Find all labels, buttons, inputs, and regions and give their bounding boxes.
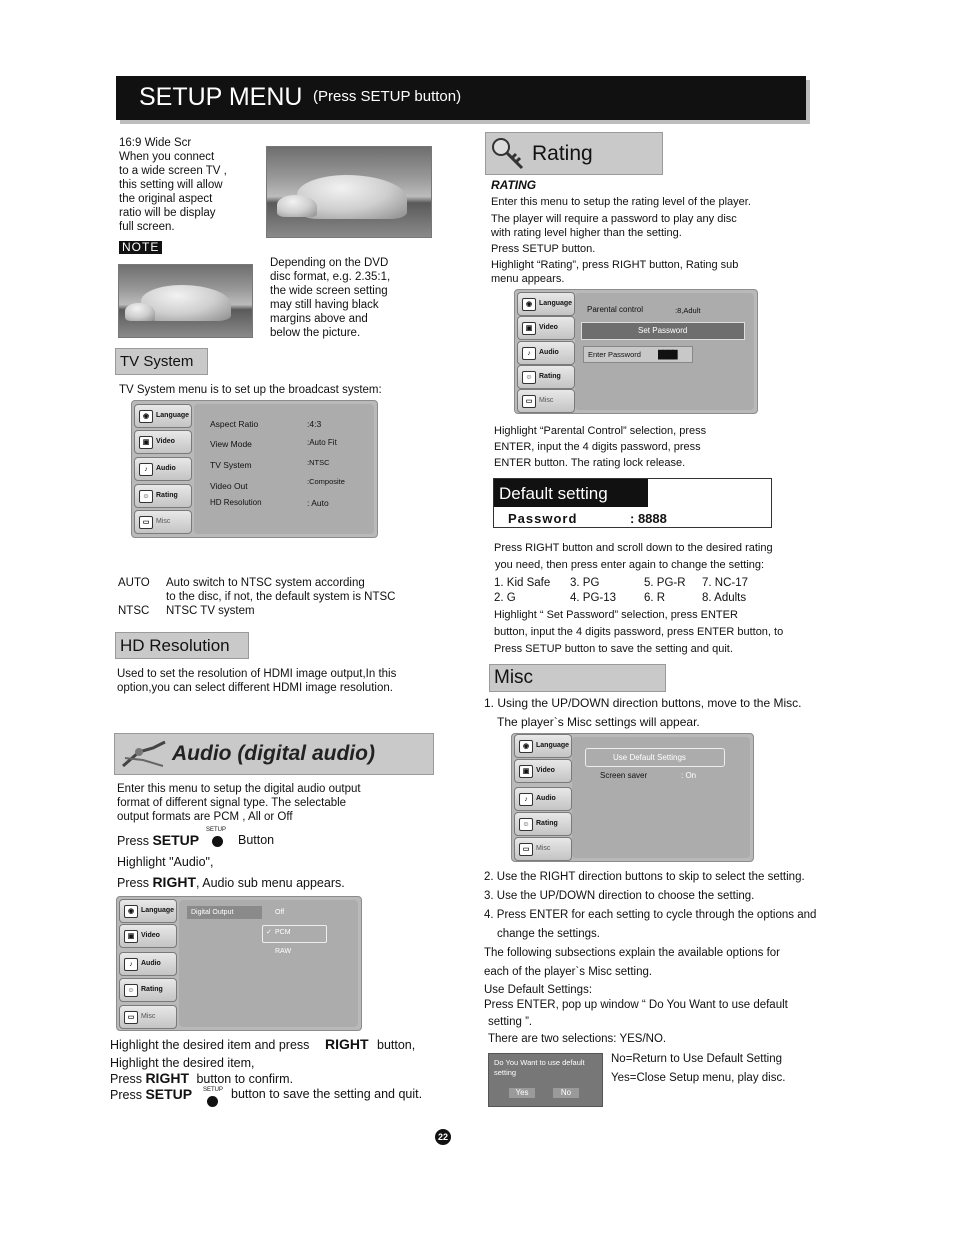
default-setting-after: Highlight “ Set Password” selection, press ENTER button, input the 4 digits password, press ENTER button, to Press SETUP button to save the setting and quit. [494,609,784,655]
rating-menu-screenshot [514,289,758,414]
menu-tab-language: ◉ Language [134,404,192,428]
note-label: NOTE [119,241,162,254]
tv-system-heading: TV System [115,348,208,375]
menu-tab-audio: ♪ Audio [119,952,177,976]
setup-button-icon [207,1096,218,1107]
video-icon: ▣ [519,765,533,778]
audio-cable-icon [119,738,169,770]
audio-menu-screenshot [116,896,362,1031]
set-password-row: Set Password [581,322,745,340]
rating-icon: ☺ [139,490,153,503]
audio-press-setup-line: Press SETUP [117,832,200,848]
rating-subtitle: RATING [491,178,537,192]
misc-default-explain: Press ENTER, pop up window “ Do You Want to use default setting ”. There are two selections: YES/NO. [484,999,788,1045]
audio-icon: ♪ [124,958,138,971]
misc-icon: ▭ [124,1011,138,1024]
tv-option-ntsc-desc: NTSC TV system [166,605,255,617]
rating-text: Enter this menu to setup the rating level of the player. The player will require a password to play any disc with rating level higher than the setting. Press SETUP button. Highlight “Rating”, press RIGHT button, Rating sub menu appears. [491,196,751,285]
menu-row-value: : Auto [307,498,329,508]
hd-resolution-text: Used to set the resolution of HDMI image output,In this option,you can select different HDMI image resolution. [117,668,397,694]
tv-option-auto-desc: Auto switch to NTSC system according to the disc, if not, the default system is NTSC [166,577,396,603]
menu-row-value: :Composite [307,477,345,486]
setup-key-caption: SETUP [203,1087,224,1093]
audio-bottom-line4-end: button to save the setting and quit. [231,1087,423,1101]
audio-highlight-line: Highlight "Audio", [117,855,214,869]
screen-saver-value: : On [681,771,697,780]
audio-heading: Audio (digital audio) [114,733,434,775]
page-subtitle: (Press SETUP button) [313,88,462,105]
audio-bottom-line1-end: button, [377,1038,416,1052]
rating-after-text: Highlight “Parental Control” selection, press ENTER, input the 4 digits password, press ENTER button. The rating lock release. [494,425,707,469]
menu-tab-language: ◉ Language [517,292,575,316]
menu-tab-language: ◉ Language [119,899,177,923]
misc-icon: ▭ [522,395,536,408]
setup-key-caption: SETUP [206,827,227,833]
menu-tab-audio: ♪ Audio [514,787,572,811]
dialog-no-button: No [553,1088,579,1098]
enter-password-field: Enter Password ████ [583,346,693,363]
menu-row-value: :Auto Fit [307,438,337,447]
misc-icon: ▭ [139,516,153,529]
rating-icon: ☺ [522,371,536,384]
menu-tab-video: ▣ Video [119,924,177,948]
language-icon: ◉ [139,410,153,423]
tv-option-ntsc-key: NTSC [118,605,150,617]
dialog-notes: No=Return to Use Default Setting Yes=Close Setup menu, play disc. [611,1053,786,1084]
menu-tab-video: ▣ Video [517,316,575,340]
menu-tab-audio: ♪ Audio [134,457,192,481]
misc-step1: 1. Using the UP/DOWN direction buttons, move to the Misc. The player`s Misc settings will appear. [484,696,802,729]
menu-tab-video: ▣ Video [134,430,192,454]
use-default-settings-row: Use Default Settings [585,748,725,767]
language-icon: ◉ [124,905,138,918]
wide-screen-text: 16:9 Wide Scr When you connect to a wide screen TV , this setting will allow the original aspect ratio will be display full screen. [119,137,227,233]
menu-tab-rating: ☺ Rating [134,484,192,508]
parental-control-label: Parental control [587,305,644,314]
password-label: Password [508,511,578,526]
setup-button-icon [212,836,223,847]
rating-key-icon [490,136,528,171]
page-number: 22 [435,1129,451,1145]
menu-tab-misc: ▭ Misc [517,389,575,413]
dialog-text: Do You Want to use default setting [494,1058,585,1077]
misc-steps: 2. Use the RIGHT direction buttons to skip to select the setting. 3. Use the UP/DOWN direction to choose the setting. 4. Press ENTER for each setting to cycle through the options and change the settings. The following subsections explain the available options for each of the player`s Misc setting. Use Default Settings: [484,871,817,997]
audio-bottom-line4: Press SETUP [110,1086,193,1102]
menu-tab-rating: ☺ Rating [514,812,572,836]
audio-intro: Enter this menu to setup the digital audio output format of different signal type. The selectable output formats are PCM , All or Off [117,783,361,823]
menu-row-label: Video Out [210,481,248,491]
menu-row-label: TV System [210,460,252,470]
audio-option-raw: RAW [275,948,292,955]
language-icon: ◉ [522,298,536,311]
menu-row-label: HD Resolution [210,498,262,507]
menu-tab-language: ◉ Language [514,734,572,758]
tv-option-auto-key: AUTO [118,577,150,589]
password-mask: ████ [658,350,677,359]
menu-tab-misc: ▭ Misc [119,1005,177,1029]
misc-menu-screenshot [511,733,754,862]
misc-heading: Misc [489,664,666,692]
misc-icon: ▭ [519,843,533,856]
rating-icon: ☺ [124,984,138,997]
page-header [116,76,806,120]
password-value: : 8888 [630,511,667,526]
audio-icon: ♪ [522,347,536,360]
language-icon: ◉ [519,740,533,753]
audio-bottom-line1: Highlight the desired item and press [110,1038,310,1052]
default-setting-text: Press RIGHT button and scroll down to the desired rating you need, then press enter again to change the setting: [494,542,773,571]
video-icon: ▣ [124,930,138,943]
rating-heading: Rating [485,132,663,175]
menu-row-value: :4:3 [307,419,322,429]
check-icon: ✓ [266,929,272,936]
audio-option-off: Off [275,909,285,916]
hd-resolution-heading: HD Resolution [115,632,249,659]
menu-tab-misc: ▭ Misc [134,510,192,534]
audio-bottom-line2: Highlight the desired item, [110,1056,255,1070]
audio-button-word: Button [238,833,275,847]
default-setting-title: Default setting [499,484,608,503]
menu-tab-audio: ♪ Audio [517,341,575,365]
menu-tab-rating: ☺ Rating [517,365,575,389]
audio-icon: ♪ [519,793,533,806]
audio-bottom-line3: Press RIGHT button to confirm. [110,1070,294,1086]
parental-control-value: :8,Adult [675,306,701,315]
dialog-yes-button: Yes [509,1088,535,1098]
default-settings-dialog [488,1053,603,1107]
note-text: Depending on the DVD disc format, e.g. 2.35:1, the wide screen setting may still having black margins above and below the picture. [270,257,391,339]
audio-option-pcm: PCM [275,929,291,936]
menu-tab-rating: ☺ Rating [119,978,177,1002]
right-key-label: RIGHT [325,1036,369,1052]
screen-saver-label: Screen saver [600,771,648,780]
menu-tab-misc: ▭ Misc [514,837,572,861]
page-title: SETUP MENU [139,83,303,111]
widescreen-iceberg-photo [266,146,432,238]
letterbox-iceberg-photo [118,264,253,338]
video-icon: ▣ [139,436,153,449]
menu-row-label: View Mode [210,439,252,449]
menu-tab-video: ▣ Video [514,759,572,783]
menu-row-value: :NTSC [307,458,330,467]
tv-system-intro: TV System menu is to set up the broadcast system: [119,384,382,396]
default-setting-box [493,478,772,528]
digital-output-label: Digital Output [191,909,234,916]
rating-icon: ☺ [519,818,533,831]
audio-right-line: Press RIGHT, Audio sub menu appears. [117,874,345,890]
audio-icon: ♪ [139,463,153,476]
tv-system-menu-screenshot [131,400,378,538]
video-icon: ▣ [522,322,536,335]
menu-row-label: Aspect Ratio [210,419,259,429]
